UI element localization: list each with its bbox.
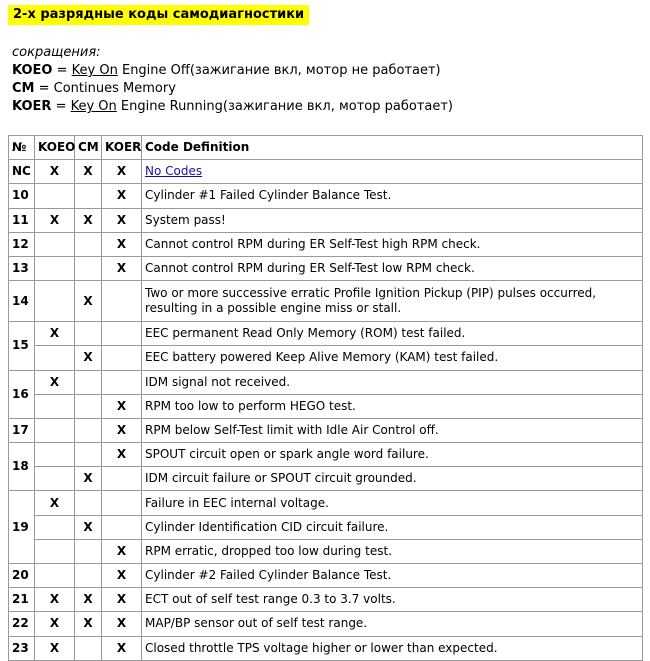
koer-cell: X [102, 539, 142, 563]
code-number: 23 [9, 636, 35, 660]
header-cm: CM [75, 136, 102, 160]
code-definition: ECT out of self test range 0.3 to 3.7 volts. [142, 588, 643, 612]
koeo-cell: X [35, 636, 75, 660]
koer-cell: X [102, 636, 142, 660]
table-row [9, 160, 643, 184]
koer-cell: X [102, 588, 142, 612]
cm-cell [75, 322, 102, 346]
koer-cell [102, 491, 142, 515]
koeo-cell: X [35, 491, 75, 515]
code-number: NC [9, 160, 35, 184]
table-header-row [9, 136, 643, 160]
koer-cell [102, 467, 142, 491]
koeo-cell: X [35, 588, 75, 612]
koeo-cell [35, 443, 75, 467]
table-row [9, 232, 643, 256]
koeo-cell [35, 394, 75, 418]
code-definition: EEC battery powered Keep Alive Memory (KAM) test failed. [142, 346, 643, 370]
table-row [9, 208, 643, 232]
koeo-cell [35, 515, 75, 539]
abbreviations-heading: сокращения: [12, 45, 101, 60]
header-num: № [9, 136, 35, 160]
cm-cell: X [75, 515, 102, 539]
code-number: 21 [9, 588, 35, 612]
koer-cell [102, 515, 142, 539]
koer-cell: X [102, 256, 142, 280]
table-row [9, 467, 643, 491]
table-row [9, 539, 643, 563]
table-row [9, 515, 643, 539]
code-number: 20 [9, 564, 35, 588]
code-number: 14 [9, 281, 35, 322]
code-number: 12 [9, 232, 35, 256]
cm-cell: X [75, 612, 102, 636]
code-number: 22 [9, 612, 35, 636]
code-definition: SPOUT circuit open or spark angle word failure. [142, 443, 643, 467]
code-definition: RPM erratic, dropped too low during test. [142, 539, 643, 563]
table-row [9, 184, 643, 208]
code-definition: Cylinder #2 Failed Cylinder Balance Test. [142, 564, 643, 588]
koeo-cell [35, 232, 75, 256]
koeo-cell [35, 346, 75, 370]
koeo-cell [35, 564, 75, 588]
koeo-cell [35, 467, 75, 491]
header-koer: KOER [102, 136, 142, 160]
abbr-koer: KOER = Key On Engine Running(зажигание вкл, мотор работает) [12, 99, 454, 114]
cm-cell [75, 256, 102, 280]
koer-cell: X [102, 160, 142, 184]
koer-cell: X [102, 394, 142, 418]
code-definition: Two or more successive erratic Profile Ignition Pickup (PIP) pulses occurred, resulting in a possible engine miss or stall. [142, 281, 643, 322]
table-row [9, 394, 643, 418]
koeo-cell: X [35, 322, 75, 346]
code-definition: System pass! [142, 208, 643, 232]
table-row [9, 564, 643, 588]
koer-cell: X [102, 564, 142, 588]
code-definition: Closed throttle TPS voltage higher or lower than expected. [142, 636, 643, 660]
koeo-cell: X [35, 160, 75, 184]
table-row [9, 491, 643, 515]
code-definition: Cylinder Identification CID circuit failure. [142, 515, 643, 539]
code-definition: Cannot control RPM during ER Self-Test low RPM check. [142, 256, 643, 280]
koeo-cell: X [35, 208, 75, 232]
cm-cell [75, 418, 102, 442]
koeo-cell: X [35, 370, 75, 394]
cm-cell: X [75, 208, 102, 232]
table-row [9, 370, 643, 394]
code-number: 10 [9, 184, 35, 208]
cm-cell [75, 539, 102, 563]
code-number: 13 [9, 256, 35, 280]
table-row [9, 281, 643, 322]
table-row [9, 443, 643, 467]
cm-cell: X [75, 467, 102, 491]
koer-cell: X [102, 232, 142, 256]
code-definition: RPM below Self-Test limit with Idle Air Control off. [142, 418, 643, 442]
cm-cell [75, 232, 102, 256]
cm-cell: X [75, 588, 102, 612]
header-koeo: KOEO [35, 136, 75, 160]
koer-cell: X [102, 443, 142, 467]
koeo-cell [35, 418, 75, 442]
abbr-cm: CM = Continues Memory [12, 81, 176, 96]
table-row [9, 418, 643, 442]
koer-cell [102, 322, 142, 346]
codes-table [8, 135, 643, 661]
code-number: 19 [9, 491, 35, 564]
cm-cell [75, 491, 102, 515]
page-title: 2-х разрядные коды самодиагностики [8, 5, 309, 25]
code-definition: Cannot control RPM during ER Self-Test high RPM check. [142, 232, 643, 256]
cm-cell [75, 394, 102, 418]
koeo-cell [35, 256, 75, 280]
cm-cell [75, 370, 102, 394]
koer-cell: X [102, 184, 142, 208]
code-definition: MAP/BP sensor out of self test range. [142, 612, 643, 636]
no-codes-link[interactable]: No Codes [145, 164, 203, 179]
table-row [9, 612, 643, 636]
cm-cell [75, 564, 102, 588]
table-row [9, 588, 643, 612]
cm-cell: X [75, 346, 102, 370]
koer-cell: X [102, 208, 142, 232]
code-number: 17 [9, 418, 35, 442]
code-number: 15 [9, 322, 35, 370]
cm-cell [75, 443, 102, 467]
code-definition: RPM too low to perform HEGO test. [142, 394, 643, 418]
koer-cell [102, 281, 142, 322]
cm-cell [75, 184, 102, 208]
code-definition: EEC permanent Read Only Memory (ROM) test failed. [142, 322, 643, 346]
table-row [9, 256, 643, 280]
abbr-koeo: KOEO = Key On Engine Off(зажигание вкл, мотор не работает) [12, 63, 441, 78]
code-definition: IDM signal not received. [142, 370, 643, 394]
table-row [9, 322, 643, 346]
koer-cell: X [102, 612, 142, 636]
table-row [9, 346, 643, 370]
koeo-cell [35, 184, 75, 208]
cm-cell: X [75, 160, 102, 184]
code-definition: Failure in EEC internal voltage. [142, 491, 643, 515]
cm-cell: X [75, 281, 102, 322]
koeo-cell [35, 281, 75, 322]
koer-cell: X [102, 418, 142, 442]
koer-cell [102, 346, 142, 370]
koeo-cell: X [35, 612, 75, 636]
code-number: 18 [9, 443, 35, 491]
code-number: 11 [9, 208, 35, 232]
header-definition: Code Definition [142, 136, 643, 160]
koer-cell [102, 370, 142, 394]
code-definition: IDM circuit failure or SPOUT circuit grounded. [142, 467, 643, 491]
koeo-cell [35, 539, 75, 563]
code-definition: Cylinder #1 Failed Cylinder Balance Test. [142, 184, 643, 208]
abbreviations-block [12, 44, 453, 116]
code-number: 16 [9, 370, 35, 418]
